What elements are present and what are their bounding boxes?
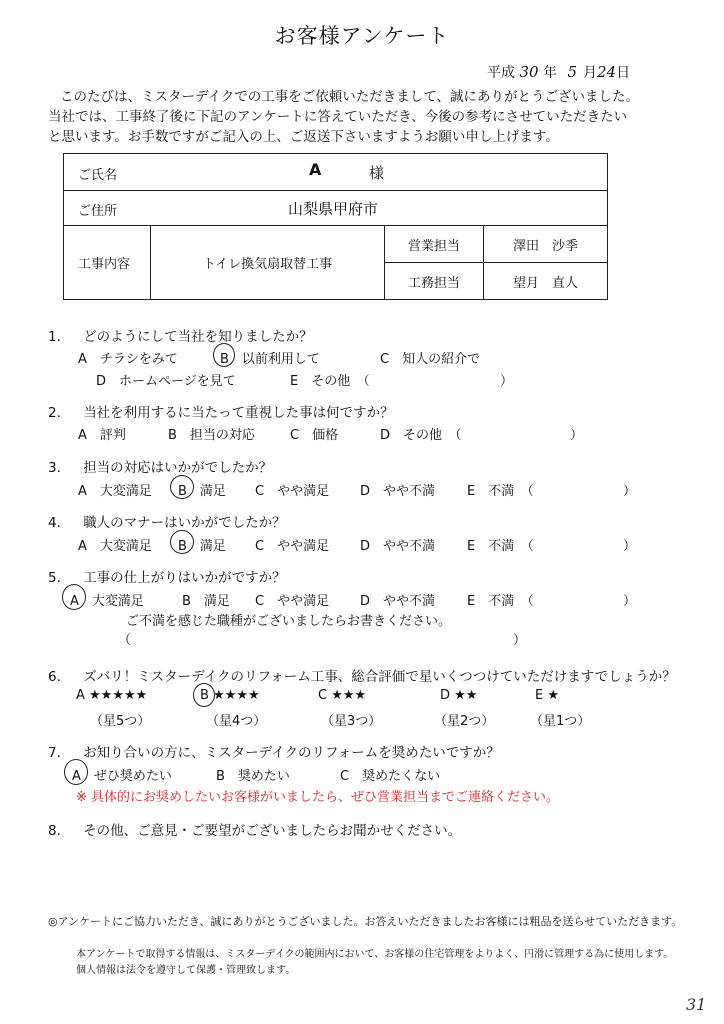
question-2 [48, 401, 394, 421]
sales-label: 営業担当 [385, 226, 484, 263]
date-era: 平成 [487, 65, 515, 81]
sales-value[interactable]: 澤田 沙季 [484, 226, 608, 263]
q4-option-e-close: ） [623, 539, 637, 554]
q1-option-e[interactable]: E その他 （ [290, 374, 370, 389]
q3-option-c[interactable]: C やや満足 [255, 484, 330, 499]
date-year-label: 年 [543, 65, 557, 81]
question-3 [48, 456, 272, 476]
name-value[interactable]: A [309, 160, 322, 179]
q1-option-e-close: ） [500, 374, 514, 389]
q1-option-d[interactable]: D ホームページを見て [96, 374, 236, 389]
question-6 [48, 665, 676, 685]
selected-circle-mark [213, 343, 235, 367]
q2-option-c[interactable]: C 価格 [290, 428, 339, 443]
question-number: 4. [48, 515, 61, 531]
date-year: 30 [519, 63, 539, 81]
q3-option-a[interactable]: A 大変満足 [78, 484, 152, 499]
q4-option-c[interactable]: C やや満足 [255, 539, 330, 554]
q3-option-d[interactable]: D やや不満 [360, 484, 436, 499]
footer-privacy-2: 個人情報は法令を遵守して保護・管理致します。 [76, 965, 296, 976]
q6-option-c[interactable]: C ★★★ [318, 688, 367, 703]
question-text: お知り合いの方に、ミスターデイクのリフォームを奨めたいですか？ [83, 745, 500, 761]
q7-option-c[interactable]: C 奨めたくない [340, 769, 441, 784]
question-number: 1. [48, 329, 61, 345]
q5-option-d[interactable]: D やや不満 [360, 594, 436, 609]
question-text: 担当の対応はいかがでしたか？ [83, 460, 273, 476]
q7-option-a[interactable]: A ぜひ奨めたい [72, 769, 172, 784]
question-4 [48, 511, 286, 531]
question-text: 工事の仕上がりはいかがですか？ [83, 570, 286, 586]
selected-circle-mark [170, 530, 194, 554]
question-7 [48, 741, 500, 761]
intro-line-1: このたびは、ミスターデイクでの工事をご依頼いただきまして、誠にありがとうございました。 [60, 89, 640, 105]
address-label: ご住所 [78, 204, 118, 219]
q5-option-c[interactable]: C やや満足 [255, 594, 330, 609]
q6-option-a[interactable]: A ★★★★★ [76, 688, 148, 703]
intro-line-2: 当社では、工事終了後に下記のアンケートに答えていただき、今後の参考にさせていただきたい [48, 109, 628, 125]
selected-circle-mark [170, 475, 194, 499]
question-number: 5. [48, 570, 61, 586]
question-text: どのようにして当社を知りましたか？ [83, 329, 313, 345]
q2-option-b[interactable]: B 担当の対応 [168, 428, 255, 443]
address-value[interactable]: 山梨県甲府市 [288, 200, 379, 218]
selected-circle-mark [64, 759, 88, 785]
survey-date [487, 62, 630, 82]
q5-option-e-close: ） [623, 594, 637, 609]
q4-option-e[interactable]: E 不満 （ [467, 539, 534, 554]
q6-caption-c: （星3つ） [321, 714, 382, 729]
question-number: 6. [48, 669, 61, 685]
q5-sub-question: ご不満を感じた職種がございましたらお書きください。 [126, 614, 452, 629]
q7-red-note: ※ 具体的にお奨めしたいお客様がいましたら、ぜひ営業担当までご連絡ください。 [76, 790, 560, 805]
question-text: 職人のマナーはいかがでしたか？ [83, 515, 286, 531]
customer-info-table [63, 153, 608, 300]
page-title: お客様アンケート [274, 24, 450, 48]
footer-privacy-1: 本アンケートで取得する情報は、ミスターデイクの範囲内において、お客様の住宅管理をよりよく、円滑に管理する為に使用します。 [76, 949, 674, 960]
q2-option-d[interactable]: D その他 （ [380, 428, 462, 443]
q1-option-c[interactable]: C 知人の紹介で [380, 352, 481, 367]
q6-caption-b: （星4つ） [206, 714, 267, 729]
q2-option-d-close: ） [570, 428, 584, 443]
q3-option-e-close: ） [623, 484, 637, 499]
q6-option-d[interactable]: D ★★ [440, 688, 478, 703]
q7-option-b[interactable]: B 奨めたい [216, 769, 290, 784]
question-text: その他、ご意見・ご要望がございましたらお聞かせください。 [83, 823, 462, 839]
page-number: 31 [686, 995, 707, 1014]
question-number: 3. [48, 460, 61, 476]
question-number: 2. [48, 405, 61, 421]
q6-caption-d: （星2つ） [434, 714, 495, 729]
question-8 [48, 819, 461, 839]
q6-caption-e: （星1つ） [530, 714, 591, 729]
date-day-label: 日 [616, 65, 631, 81]
name-suffix: 様 [369, 164, 385, 182]
address-row [64, 191, 608, 226]
q5-option-e[interactable]: E 不満 （ [467, 594, 534, 609]
question-text: ズバリ！ミスターデイクのリフォーム工事、総合評価で星いくつつけていただけますでしょうか？ [83, 669, 676, 685]
selected-circle-mark [62, 584, 86, 610]
q4-option-b[interactable]: B 満足 [178, 539, 226, 554]
date-day: 24 [597, 63, 617, 81]
q5-sub-close: ） [513, 633, 527, 648]
question-text: 当社を利用するに当たって重視した事は何ですか？ [83, 405, 394, 421]
q5-sub-open: （ [118, 633, 132, 648]
q6-option-b[interactable]: B ★★★★ [200, 688, 260, 703]
q2-option-a[interactable]: A 評判 [78, 428, 126, 443]
q1-option-a[interactable]: A チラシをみて [78, 352, 178, 367]
question-1 [48, 325, 313, 345]
selected-circle-mark [193, 683, 215, 707]
name-label: ご氏名 [78, 168, 118, 183]
question-5 [48, 566, 286, 586]
q3-option-b[interactable]: B 満足 [178, 484, 226, 499]
ops-value[interactable]: 望月 直人 [484, 263, 608, 300]
ops-label: 工務担当 [385, 263, 484, 300]
q6-caption-a: （星5つ） [90, 714, 151, 729]
work-value[interactable]: トイレ換気扇取替工事 [151, 226, 385, 300]
footer-thanks: ◎アンケートにご協力いただき、誠にありがとうございました。お答えいただきましたお客様には粗品を送らせていただきます。 [48, 915, 683, 928]
q5-option-a[interactable]: A 大変満足 [70, 594, 144, 609]
work-label: 工事内容 [64, 226, 151, 300]
q4-option-a[interactable]: A 大変満足 [78, 539, 152, 554]
name-row [64, 154, 608, 191]
question-number: 7. [48, 745, 61, 761]
q3-option-e[interactable]: E 不満 （ [467, 484, 534, 499]
question-number: 8. [48, 823, 61, 839]
q4-option-d[interactable]: D やや不満 [360, 539, 436, 554]
q5-option-b[interactable]: B 満足 [182, 594, 230, 609]
date-month: 5 [567, 63, 577, 81]
date-month-label: 月 [583, 65, 597, 81]
q6-option-e[interactable]: E ★ [535, 688, 560, 703]
intro-line-3: と思います。お手数ですがご記入の上、ご返送下さいますようお願い申し上げます。 [48, 129, 559, 145]
q1-option-b[interactable]: B 以前利用して [220, 352, 320, 367]
